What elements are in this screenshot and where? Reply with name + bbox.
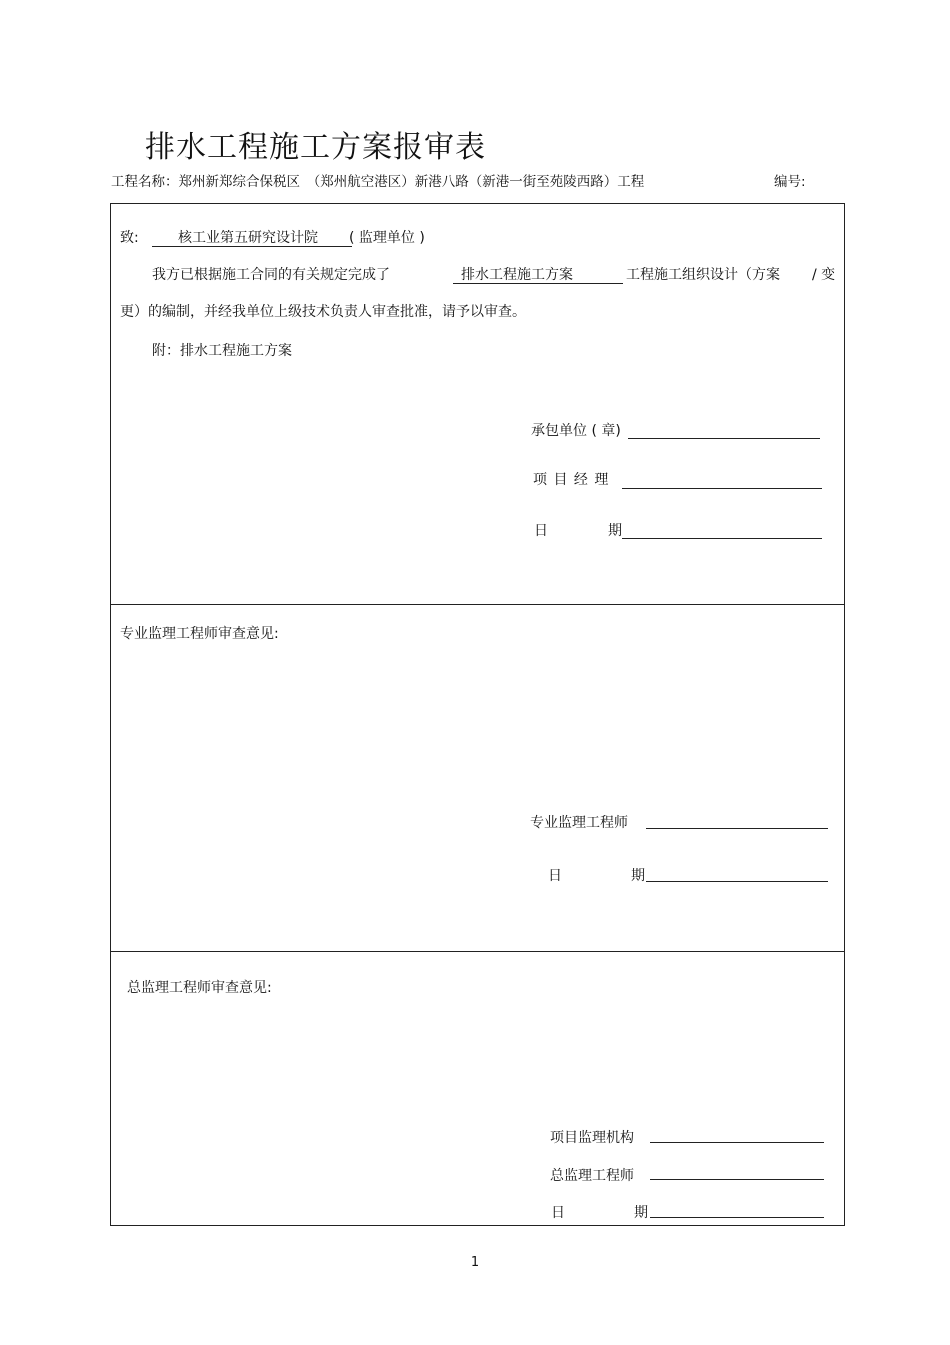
contractor-label: 承包单位 ( 章) xyxy=(531,423,621,439)
chief-engineer-label: 总监理工程师 xyxy=(550,1168,634,1184)
project-name: 工程名称：郑州新郑综合保税区 （郑州航空港区）新港八路（新港一街至苑陵西路）工程 xyxy=(111,174,645,190)
date-label-1a: 日 xyxy=(534,523,548,539)
body-slash: / 变 xyxy=(812,267,836,283)
supervision-org-label: 项目监理机构 xyxy=(550,1130,634,1146)
section-divider-1 xyxy=(110,604,845,605)
body-line-2: 更）的编制，并经我单位上级技术负责人审查批准，请予以审查。 xyxy=(120,304,526,320)
serial-number-label: 编号: xyxy=(774,174,806,190)
page-number: 1 xyxy=(470,1255,480,1270)
contractor-signature-line[interactable] xyxy=(628,438,820,439)
date-label-2a: 日 xyxy=(548,868,562,884)
date-line-3[interactable] xyxy=(650,1217,824,1218)
date-line-1[interactable] xyxy=(622,538,822,539)
document-title: 排水工程施工方案报审表 xyxy=(145,130,486,165)
supervisor-unit-underline xyxy=(152,246,352,247)
body-prefix: 我方已根据施工合同的有关规定完成了 xyxy=(152,267,390,283)
section-divider-2 xyxy=(110,951,845,952)
body-filled-plan: 排水工程施工方案 xyxy=(461,267,573,283)
chief-review-heading: 总监理工程师审查意见: xyxy=(127,980,272,996)
date-label-3b: 期 xyxy=(634,1205,648,1221)
date-label-1b: 期 xyxy=(608,523,622,539)
specialist-review-heading: 专业监理工程师审查意见: xyxy=(120,626,279,642)
project-manager-label: 项 目 经 理 xyxy=(533,472,610,488)
date-label-2b: 期 xyxy=(631,868,645,884)
specialist-engineer-label: 专业监理工程师 xyxy=(530,815,628,831)
attachment-line: 附：排水工程施工方案 xyxy=(152,343,292,359)
supervisor-unit-suffix: ( 监理单位 ) xyxy=(349,230,425,246)
date-label-3a: 日 xyxy=(551,1205,565,1221)
body-suffix: 工程施工组织设计（方案 xyxy=(626,267,780,283)
supervisor-unit-name: 核工业第五研究设计院 xyxy=(178,230,318,246)
to-label: 致: xyxy=(120,230,139,246)
specialist-engineer-signature-line[interactable] xyxy=(646,828,828,829)
date-line-2[interactable] xyxy=(646,881,828,882)
project-manager-signature-line[interactable] xyxy=(622,488,822,489)
plan-underline xyxy=(453,283,623,284)
supervision-org-signature-line[interactable] xyxy=(650,1142,824,1143)
chief-engineer-signature-line[interactable] xyxy=(650,1179,824,1180)
